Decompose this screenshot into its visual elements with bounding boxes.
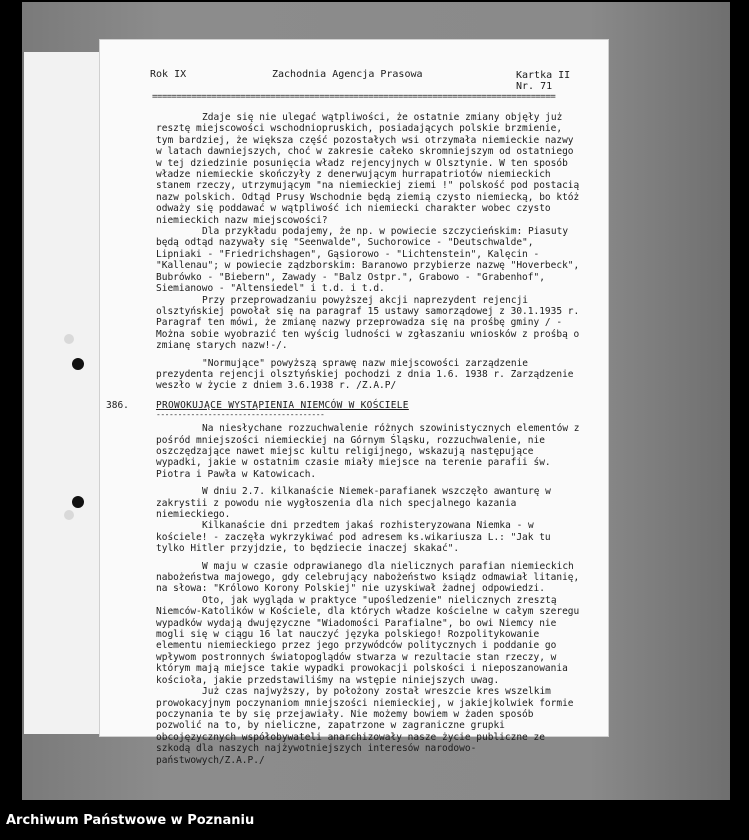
underlying-sheet — [24, 52, 101, 734]
paragraph: Na niesłychane rozzuchwalenie różnych szowinistycznych elementów z pośród mniejszości niemieckiej na Górnym Śląsku, rozzuchwalenie, nie oszczędzające nawet miejsc kultu religijnego, wskazują następujące wypadki, jakie w ostatnim czasie miały miejsce na terenie parafii św. Piotra i Pawła w Katowicach. — [156, 423, 580, 480]
header-divider: ================================================================================== — [152, 92, 556, 102]
archive-label: Archiwum Państwowe w Poznaniu — [6, 813, 255, 828]
punch-hole — [72, 496, 84, 508]
paragraph: Przy przeprowadzaniu powyższej akcji naprezydent rejencji olsztyńskiej powołał się na paragraf 15 ustawy samorządowej z 30.1.1935 r. Paragraf ten mówi, że zmianę nazwy przeprowadza się na prośbę gminy / - Można sobie wyobrazić ten wyścig ludności w zgłaszaniu wniosków z prośbą o zmianę starych nazw!-/. — [156, 294, 580, 352]
section-number: 386. — [106, 399, 129, 411]
paragraph: Oto, jak wygląda w praktyce "upośledzenie" nielicznych zresztą Niemców-Katolików w Kościele, dla których władze kościelne w całym szeregu wypadków wydają dwujęzyczne "Wiadomości Parafialne", bo owi Niemcy nie mogli się w ciągu 16 lat nauczyć języka polskiego! Rozpolitykowanie elementu niemieckiego przez jego przywódców politycznych i poddanie go wpływom postronnych światopoglądów stwarza w rezultacie stan rzeczy, w którym mają miejsce takie wypadki prowokacji polskości i nieposzanowania kościoła, jakie przedstawiliśmy na wstępie niniejszych uwag. — [156, 594, 580, 686]
punch-hole — [64, 334, 74, 344]
document-body — [106, 112, 584, 766]
paragraph: Już czas najwyższy, by położony został wreszcie kres wszelkim prowokacyjnym poczynaniom mniejszości niemieckiej, w jakiejkolwiek formie poczynania te by się przejawiały. Nie możemy bowiem w żaden sposób pozwolić na to, by nieliczne, zapatrzone w zagraniczne grupki obcojęzycznych współobywateli anarchizowały nasze życie publiczne ze szkodą dla naszych najżywotniejszych interesów narodowo-państwowych/Z.A.P./ — [156, 686, 574, 766]
paragraph: Dla przykładu podajemy, że np. w powiecie szczycieńskim: Piasuty będą odtąd nazywały się "Seenwalde", Suchorowice - "Deutschwalde", Lipniaki - "Friedrichshagen", Gąsiorowo - "Lichtenstein", Kalęcin - "Kallenau"; w powiecie ządzborskim: Baranowo przybierze nazwę "Hoverbeck", Bubrówko - "Biebern", Zawady - "Balz Ostpr.", Grabowo - "Grabenhof", Siemianowo - "Altensiedel" i t.d. i t.d. — [156, 226, 580, 295]
paragraph: Zdaje się nie ulegać wątpliwości, że ostatnie zmiany objęły już resztę miejscowości wschodniopruskich, posiadających polskie brzmienie, tym bardziej, że większa część pozostałych wsi otrzymała niemieckie nazwy w latach dawniejszych, choć w zakresie całeko skromniejszym od ostatniego w tej dziedzinie posunięcia władz rejencyjnych w Olsztynie. W ten sposób władze niemieckie skończyły z denerwującym hurrapatriotów niemieckich stanem rzeczy, utrzymującym "na niemieckiej ziemi !" polskość pod postacią nazw polskich. Odtąd Prusy Wschodnie będą ziemią czysto niemiecką, bo któż odważy się poddawać w wątpliwość ich niemiecki charakter wobec czysto niemieckich nazw miejscowości? — [156, 112, 580, 226]
document-page — [100, 40, 608, 766]
header-agency: Zachodnia Agencja Prasowa — [272, 69, 423, 80]
paragraph: W maju w czasie odprawianego dla nielicznych parafian niemieckich nabożeństwa majowego, gdy celebrujący nabożeństwo ksiądz odmawiał litanię, na słowa: "Królowo Korony Polskiej" nie uzyskiwał żadnej odpowiedzi. — [156, 560, 580, 595]
paragraph: W dniu 2.7. kilkanaście Niemek-parafianek wszczęło awanturę w zakrystii z powodu nie wygłoszenia dla nich specjalnego kazania niemieckiego. — [156, 486, 551, 520]
header-year: Rok IX — [150, 69, 187, 80]
punch-hole — [72, 358, 84, 370]
section-heading — [100, 399, 584, 419]
section-title: PROWOKUJĄCE WYSTĄPIENIA NIEMCÓW W KOŚCIELE — [156, 399, 409, 411]
paragraph: "Normujące" powyższą sprawę nazw miejscowości zarządzenie prezydenta rejencji olsztyńskiej pochodzi z dnia 1.6. 1938 r. Zarządzenie weszło w życie z dniem 3.6.1938 r. /Z.A.P/ — [156, 357, 574, 392]
header-sheet: Kartka II — [516, 70, 571, 81]
section-underline: --------------------------------------- — [156, 409, 325, 419]
header-number: Nr. 71 — [516, 81, 553, 92]
punch-hole — [64, 510, 74, 520]
paragraph: Kilkanaście dni przedtem jakaś rozhisteryzowana Niemka - w kościele! - zaczęła wykrzykiwać pod adresem ks.wikariusza L.: "Jak tu tylko Hitler przyjdzie, to będziecie inaczej skakać". — [156, 520, 551, 555]
